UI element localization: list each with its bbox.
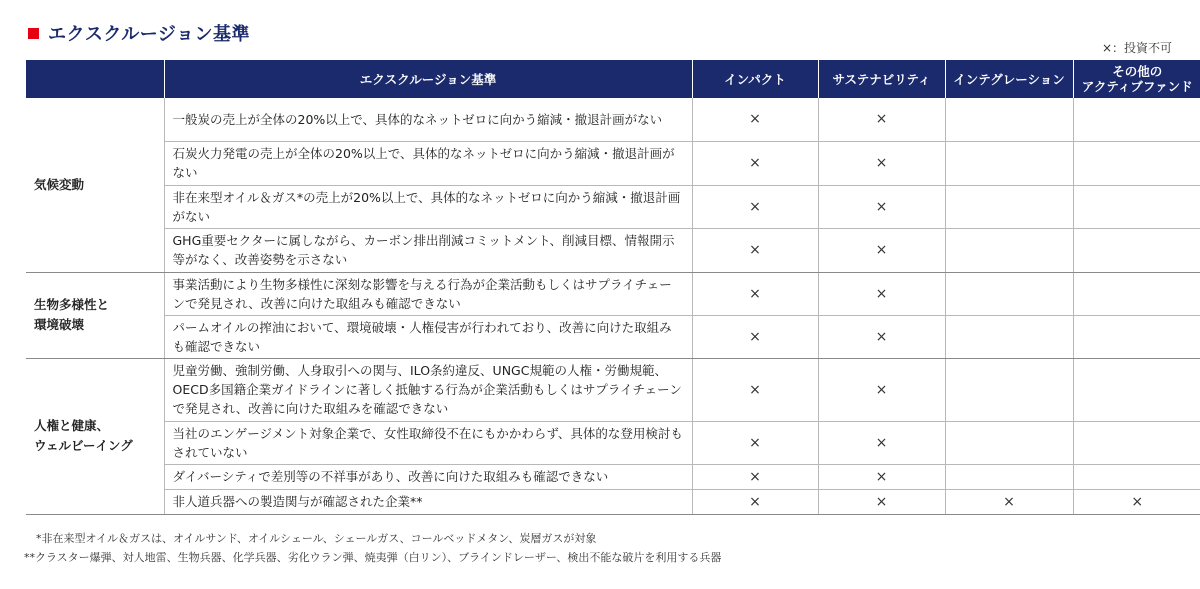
mark-other [1073, 421, 1200, 464]
mark-integration [945, 272, 1073, 315]
criteria-text: 事業活動により生物多様性に深刻な影響を与える行為が企業活動もしくはサプライチェーンで発見され、改善に向けた取組みも確認できない [164, 272, 692, 315]
header-integration: インテグレーション [945, 60, 1073, 98]
criteria-text: パームオイルの搾油において、環境破壊・人権侵害が行われており、改善に向けた取組みも確認できない [164, 315, 692, 358]
header-other-line2: アクティブファンド [1081, 79, 1193, 94]
table-row [26, 185, 1200, 228]
category-bio-line1: 生物多様性と [34, 297, 110, 312]
mark-impact: × [692, 185, 818, 228]
mark-sustainability: × [818, 272, 945, 315]
criteria-text: 児童労働、強制労働、人身取引への関与、ILO条約違反、UNGC規範の人権・労働規範、OECD多国籍企業ガイドラインに著しく抵触する行為が企業活動もしくはサプライチェーンで発見され、改善に向けた取組みを確認できない [164, 358, 692, 421]
mark-impact: × [692, 315, 818, 358]
criteria-text: 非人道兵器への製造関与が確認された企業** [164, 489, 692, 514]
category-climate-change: 気候変動 [26, 98, 164, 272]
mark-sustainability: × [818, 421, 945, 464]
header-impact: インパクト [692, 60, 818, 98]
mark-sustainability: × [818, 185, 945, 228]
mark-integration [945, 358, 1073, 421]
mark-other [1073, 228, 1200, 272]
table-row [26, 141, 1200, 185]
criteria-text: 石炭火力発電の売上が全体の20%以上で、具体的なネットゼロに向かう縮減・撤退計画がない [164, 141, 692, 185]
legend-note: ×：投資不可 [1101, 41, 1172, 55]
table-row [26, 315, 1200, 358]
mark-integration [945, 98, 1073, 141]
mark-impact: × [692, 421, 818, 464]
mark-other [1073, 98, 1200, 141]
table-header-row [26, 60, 1200, 98]
table-row [26, 358, 1200, 421]
criteria-text: GHG重要セクターに属しながら、カーボン排出削減コミットメント、削減目標、情報開示等がなく、改善姿勢を示さない [164, 228, 692, 272]
exclusion-criteria-table [26, 60, 1200, 515]
mark-integration: × [945, 489, 1073, 514]
mark-impact: × [692, 141, 818, 185]
category-human-line2: ウェルビーイング [34, 438, 133, 453]
table-row [26, 464, 1200, 489]
mark-other [1073, 272, 1200, 315]
footnote-unconventional-oil-gas: *非在来型オイル＆ガスは、オイルサンド、オイルシェール、シェールガス、コールベッドメタン、炭層ガスが対象 [36, 532, 597, 545]
header-category [26, 60, 164, 98]
category-human-rights [26, 358, 164, 514]
mark-sustainability: × [818, 358, 945, 421]
mark-other [1073, 464, 1200, 489]
mark-sustainability: × [818, 98, 945, 141]
table-row [26, 489, 1200, 514]
header-sustainability: サステナビリティ [818, 60, 945, 98]
mark-other: × [1073, 489, 1200, 514]
criteria-text: 当社のエンゲージメント対象企業で、女性取締役不在にもかかわらず、具体的な登用検討もされていない [164, 421, 692, 464]
criteria-text: ダイバーシティで差別等の不祥事があり、改善に向けた取組みも確認できない [164, 464, 692, 489]
mark-integration [945, 185, 1073, 228]
page-title: エクスクルージョン基準 [48, 24, 251, 45]
mark-other [1073, 185, 1200, 228]
table-row [26, 272, 1200, 315]
table-row [26, 98, 1200, 141]
mark-impact: × [692, 98, 818, 141]
criteria-text: 非在来型オイル＆ガス*の売上が20%以上で、具体的なネットゼロに向かう縮減・撤退計画がない [164, 185, 692, 228]
mark-sustainability: × [818, 141, 945, 185]
header-criteria: エクスクルージョン基準 [164, 60, 692, 98]
mark-other [1073, 358, 1200, 421]
mark-sustainability: × [818, 228, 945, 272]
category-human-line1: 人権と健康、 [34, 418, 110, 433]
footnote-inhumane-weapons: **クラスター爆弾、対人地雷、生物兵器、化学兵器、劣化ウラン弾、焼夷弾（白リン）、ブラインドレーザー、検出不能な破片を利用する兵器 [24, 551, 722, 564]
table-row [26, 228, 1200, 272]
category-biodiversity [26, 272, 164, 358]
footnotes [24, 529, 721, 567]
category-bio-line2: 環境破壊 [34, 317, 85, 332]
mark-integration [945, 464, 1073, 489]
header-other-line1: その他の [1112, 64, 1163, 79]
header-other-active-funds [1073, 60, 1200, 98]
mark-sustainability: × [818, 489, 945, 514]
criteria-text: 一般炭の売上が全体の20%以上で、具体的なネットゼロに向かう縮減・撤退計画がない [164, 98, 692, 141]
mark-impact: × [692, 464, 818, 489]
mark-other [1073, 141, 1200, 185]
mark-sustainability: × [818, 315, 945, 358]
title-row [28, 20, 250, 46]
mark-impact: × [692, 228, 818, 272]
mark-integration [945, 421, 1073, 464]
table-row [26, 421, 1200, 464]
mark-integration [945, 141, 1073, 185]
title-marker-square [28, 28, 39, 39]
mark-impact: × [692, 272, 818, 315]
mark-integration [945, 315, 1073, 358]
mark-impact: × [692, 489, 818, 514]
mark-other [1073, 315, 1200, 358]
mark-sustainability: × [818, 464, 945, 489]
mark-impact: × [692, 358, 818, 421]
mark-integration [945, 228, 1073, 272]
